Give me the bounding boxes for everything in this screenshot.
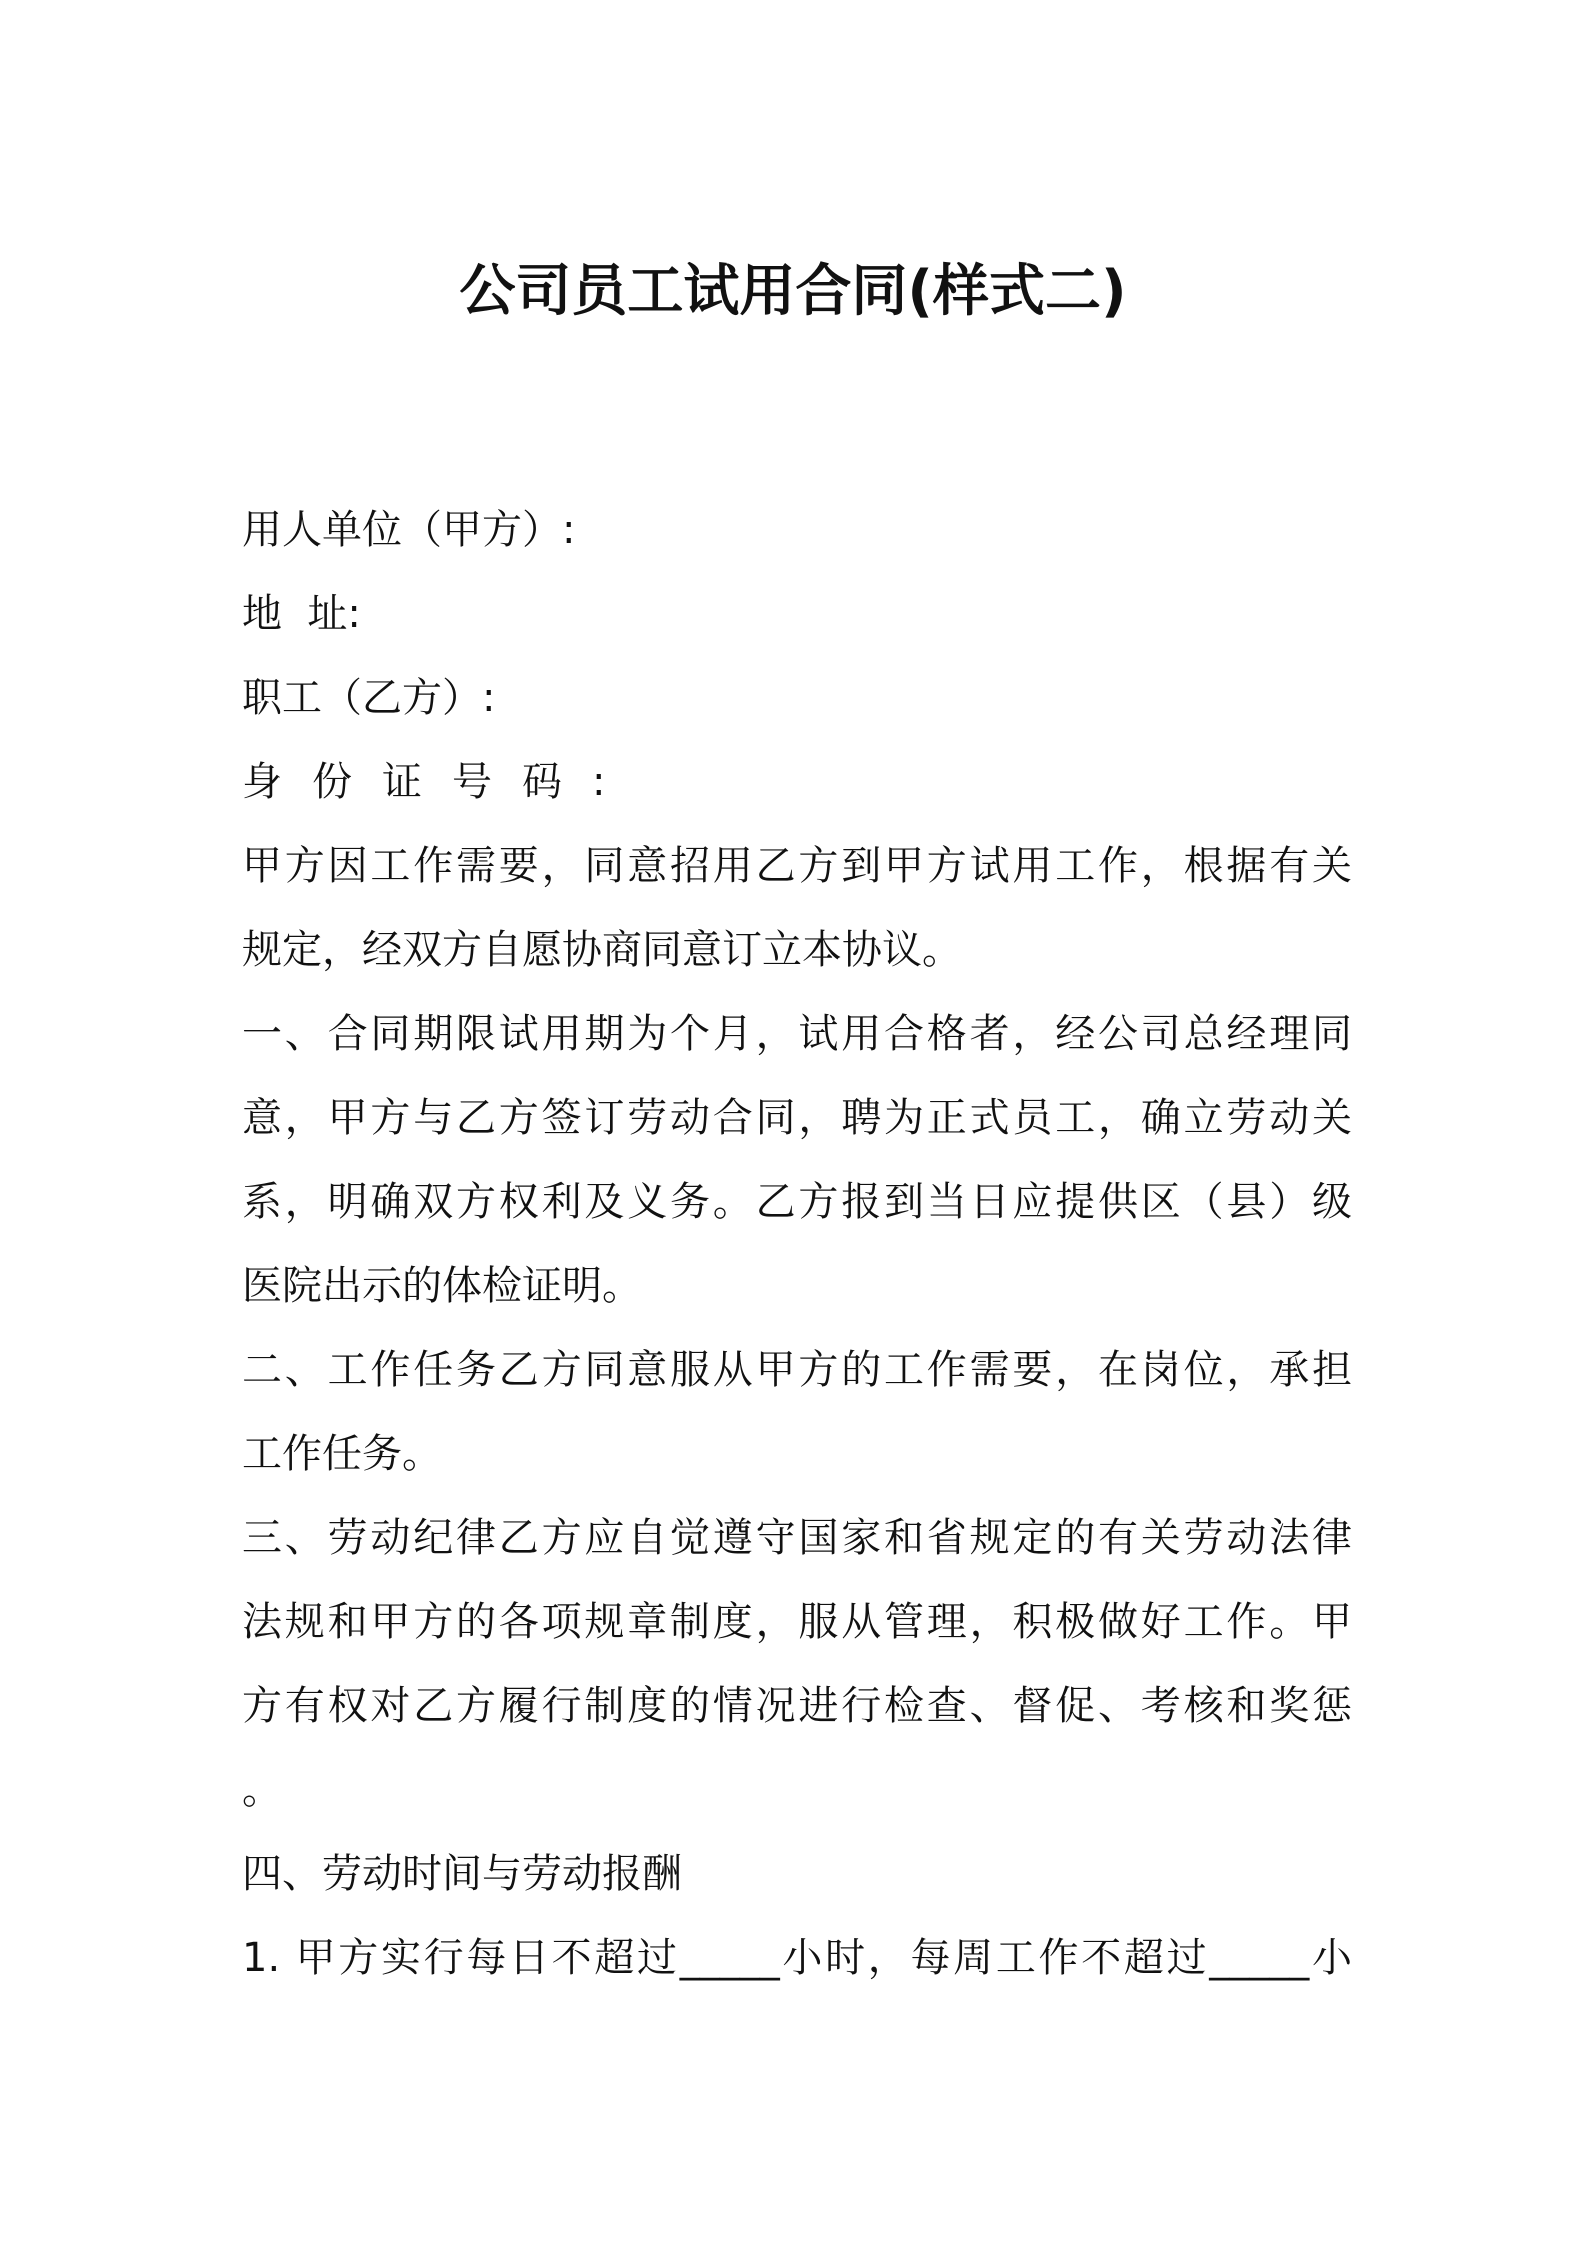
employee-field-label: 职工（乙方）: <box>242 675 496 721</box>
address-field-label: 地 址: <box>242 591 361 637</box>
paragraph-line: 意，甲方与乙方签订劳动合同，聘为正式员工，确立劳动关 <box>242 1095 1352 1141</box>
paragraph-line: 一、合同期限试用期为个月，试用合格者，经公司总经理同 <box>242 1011 1352 1057</box>
employer-field-label: 用人单位（甲方）: <box>242 507 576 553</box>
paragraph-line: 甲方因工作需要，同意招用乙方到甲方试用工作，根据有关 <box>242 843 1352 889</box>
paragraph-line: 。 <box>242 1767 282 1813</box>
paragraph-line: 医院出示的体检证明。 <box>242 1263 642 1309</box>
id-number-field-label: 身份证号码: <box>242 759 636 805</box>
paragraph-line: 规定，经双方自愿协商同意订立本协议。 <box>242 927 962 973</box>
paragraph-line: 法规和甲方的各项规章制度，服从管理，积极做好工作。甲 <box>242 1599 1352 1645</box>
paragraph-line: 1. 甲方实行每日不超过_____小时，每周工作不超过_____小 <box>242 1935 1352 1981</box>
paragraph-line: 二、工作任务乙方同意服从甲方的工作需要，在岗位，承担 <box>242 1347 1352 1393</box>
document-title: 公司员工试用合同(样式二) <box>459 259 1127 324</box>
paragraph-line: 三、劳动纪律乙方应自觉遵守国家和省规定的有关劳动法律 <box>242 1515 1352 1561</box>
paragraph-line: 系，明确双方权利及义务。乙方报到当日应提供区（县）级 <box>242 1179 1352 1225</box>
paragraph-line: 方有权对乙方履行制度的情况进行检查、督促、考核和奖惩 <box>242 1683 1352 1729</box>
document-body <box>242 488 1352 2000</box>
section-heading: 四、劳动时间与劳动报酬 <box>242 1851 682 1897</box>
paragraph-line: 工作任务。 <box>242 1431 442 1477</box>
